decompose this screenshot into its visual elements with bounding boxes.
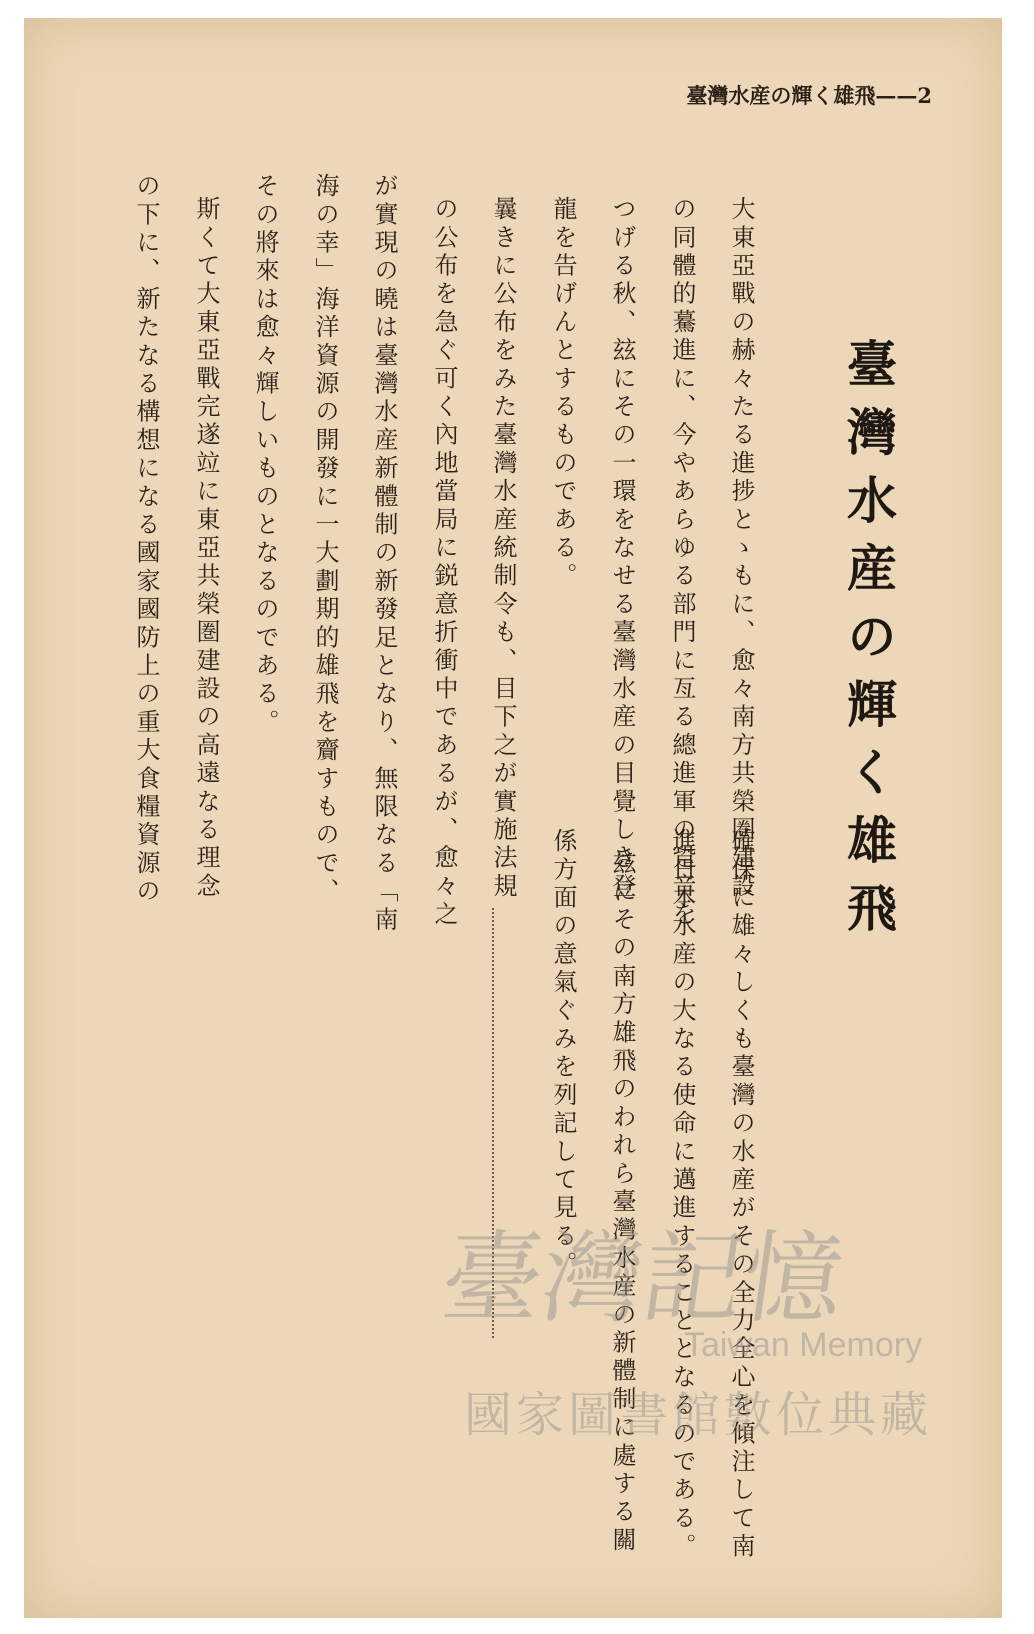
- body-column: 確保に雄々しくも臺灣の水産がその全力全心を傾注して南: [727, 828, 755, 1562]
- body-column: 龍を告げんとするものである。: [549, 196, 577, 591]
- watermark: [424, 1198, 984, 1458]
- body-column: の下に、新たなる構想になる國家國防上の重大食糧資源の: [132, 173, 160, 907]
- wavy-divider: [492, 908, 500, 1338]
- watermark-institution: 國家圖書館數位典藏: [464, 1387, 933, 1443]
- body-column: 斯くて大東亞戰完遂竝に東亞共榮圏建設の高遠なる理念: [192, 196, 220, 901]
- page-number: 2: [917, 83, 932, 108]
- body-column: が實現の曉は臺灣水産新體制の新發足となり、無限なる「南: [370, 173, 398, 935]
- body-column: 玆にその南方雄飛のわれら臺灣水産の新體制に處する關: [608, 850, 636, 1555]
- body-column: 大東亞戰の赫々たる進捗とゝもに、愈々南方共榮圏建設: [727, 196, 755, 901]
- body-column: 曩きに公布をみた臺灣水産統制令も、目下之が實施法規: [489, 196, 517, 901]
- watermark-sub: Taiwan Memory: [684, 1326, 923, 1364]
- body-column: 海の幸」海洋資源の開發に一大劃期的雄飛を齎すもので、: [311, 173, 339, 907]
- document-page: [24, 18, 1002, 1618]
- body-column: その將來は愈々輝しいものとなるのである。: [251, 173, 279, 737]
- header-dash: ——: [875, 83, 918, 108]
- body-column: 進日本水産の大なる使命に邁進することとなるのである。: [668, 828, 696, 1562]
- body-column: の公布を急ぐ可く內地當局に鋭意折衝中であるが、愈々之: [430, 196, 458, 930]
- body-column: つげる秋、玆にその一環をなせる臺灣水産の目覺しき登: [608, 196, 636, 901]
- article-title: 臺灣水産の輝く雄飛: [839, 338, 898, 950]
- body-column: 係方面の意氣ぐみを列記して見る。: [549, 828, 577, 1280]
- running-title: 臺灣水産の輝く雄飛: [686, 83, 876, 108]
- watermark-main: 臺灣記憶: [434, 1220, 852, 1337]
- running-header: [686, 80, 932, 110]
- body-column: の同體的驀進に、今やあらゆる部門に亙る總進軍の跫音を: [668, 196, 696, 930]
